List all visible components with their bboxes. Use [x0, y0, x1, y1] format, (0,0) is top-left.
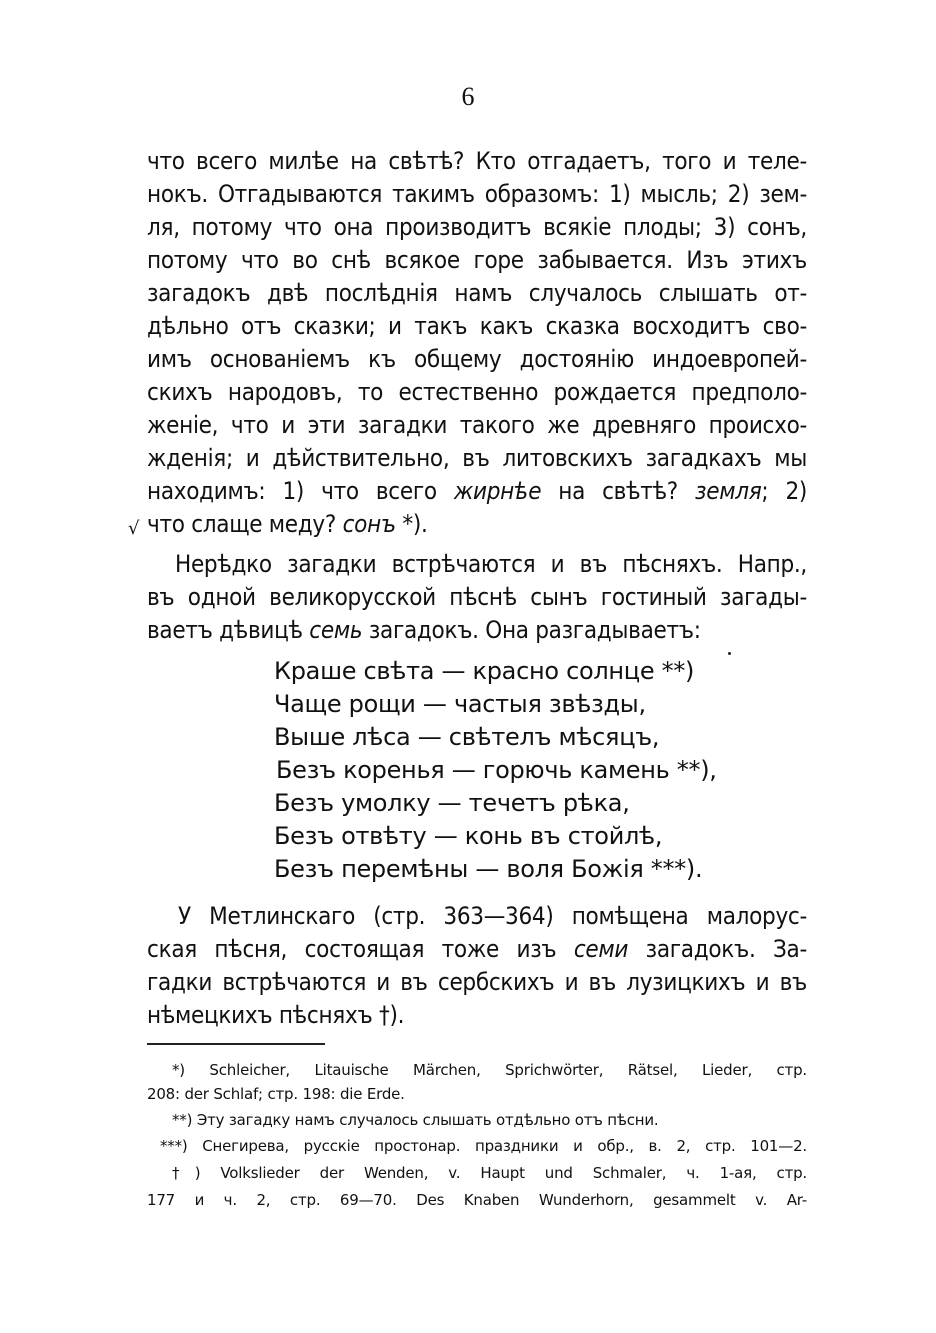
text-line: нѣмецкихъ пѣсняхъ †).	[147, 1001, 405, 1029]
text-line: въ одной великорусской пѣснѣ сынъ гостиный загады-	[147, 583, 807, 611]
text-line: дѣльно отъ сказки; и такъ какъ сказка восходитъ сво-	[147, 312, 807, 340]
text-line: что слаще меду? сонъ *).	[147, 510, 428, 538]
text-line: что всего милѣе на свѣтѣ? Кто отгадаетъ, того и теле-	[147, 147, 807, 175]
verse-line: Безъ коренья — горючь камень **),	[276, 756, 717, 784]
footnote-line: ***) Снегирева, русскіе простонар. праздники и обр., в. 2, стр. 101—2.	[160, 1137, 807, 1155]
footnote-line: 208: der Schlaf; стр. 198: die Erde.	[147, 1085, 405, 1103]
verse-line: Безъ отвѣту — конь въ стойлѣ,	[274, 822, 663, 850]
margin-check-mark: √	[128, 518, 140, 539]
verse-line: Краше свѣта — красно солнце **)	[274, 657, 695, 685]
text-line: нокъ. Отгадываются такимъ образомъ: 1) мысль; 2) зем-	[147, 180, 807, 208]
text-line: находимъ: 1) что всего жирнѣе на свѣтѣ? земля; 2)	[147, 477, 808, 505]
verse-line: Безъ перемѣны — воля Божія ***).	[274, 855, 703, 883]
verse-line: Выше лѣса — свѣтелъ мѣсяцъ,	[274, 723, 660, 751]
verse-line: Чаще рощи — частыя звѣзды,	[274, 690, 646, 718]
text-line: женіе, что и эти загадки такого же древняго происхо-	[147, 411, 807, 439]
ink-dot	[728, 652, 731, 655]
text-line: ская пѣсня, состоящая тоже изъ семи загадокъ. За-	[147, 935, 807, 963]
footnote-line: *) Schleicher, Litauische Märchen, Sprichwörter, Rätsel, Lieder, стр.	[172, 1061, 807, 1079]
text-line: У Метлинскаго (стр. 363—364) помѣщена малорус-	[178, 902, 807, 930]
text-line: Нерѣдко загадки встрѣчаются и въ пѣсняхъ. Напр.,	[175, 550, 807, 578]
footnote-line: 177 и ч. 2, стр. 69—70. Des Knaben Wunderhorn, gesammelt v. Ar-	[147, 1191, 807, 1209]
text-line: ля, потому что она производитъ всякіе плоды; 3) сонъ,	[147, 213, 807, 241]
text-line: загадокъ двѣ послѣднія намъ случалось слышать от-	[147, 279, 807, 307]
footnote-line: **) Эту загадку намъ случалось слышать отдѣльно отъ пѣсни.	[172, 1111, 659, 1129]
verse-line: Безъ умолку — течетъ рѣка,	[274, 789, 630, 817]
footnote-line: †) Volkslieder der Wenden, v. Haupt und Schmaler, ч. 1-ая, стр.	[172, 1164, 807, 1182]
footnote-rule	[147, 1043, 325, 1045]
text-line: ваетъ дѣвицѣ семь загадокъ. Она разгадываетъ:	[147, 616, 701, 644]
text-line: жденія; и дѣйствительно, въ литовскихъ загадкахъ мы	[147, 444, 807, 472]
text-line: потому что во снѣ всякое горе забывается. Изъ этихъ	[147, 246, 807, 274]
text-line: имъ основаніемъ къ общему достоянію индоевропей-	[147, 345, 807, 373]
page-number: 6	[461, 82, 475, 111]
text-line: гадки встрѣчаются и въ сербскихъ и въ лузицкихъ и въ	[147, 968, 807, 996]
text-line: скихъ народовъ, то естественно рождается предполо-	[147, 378, 807, 406]
